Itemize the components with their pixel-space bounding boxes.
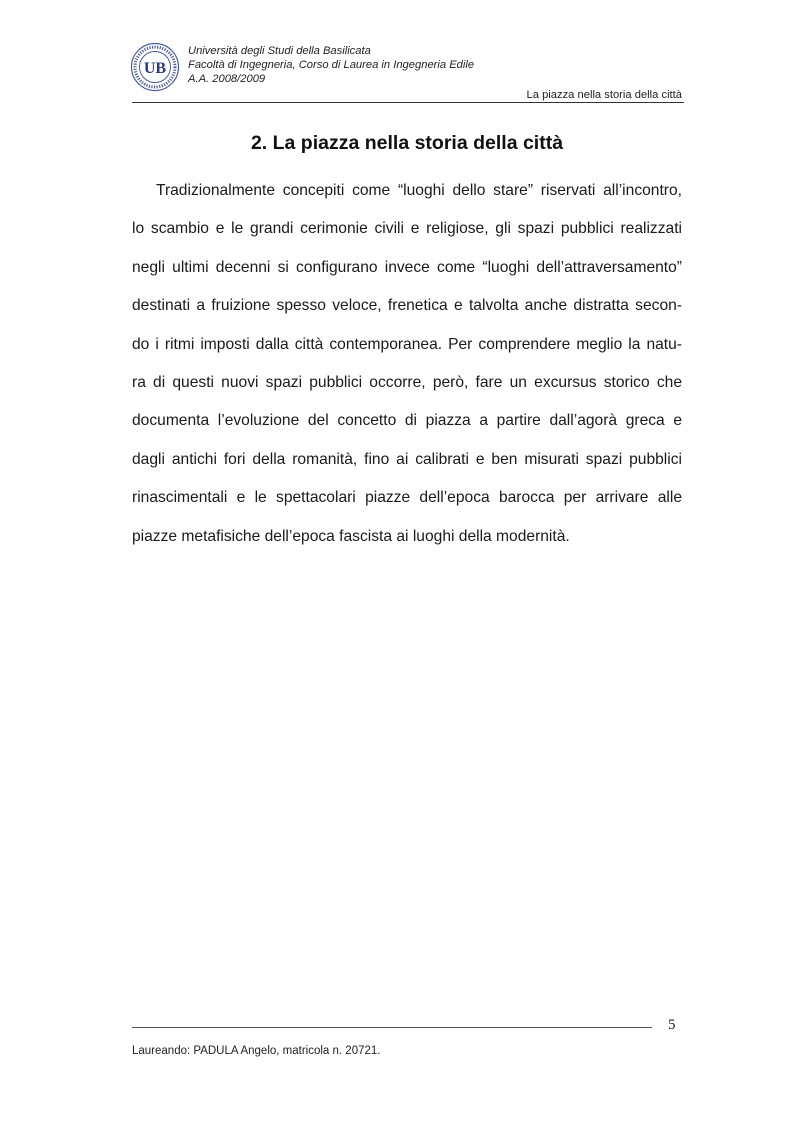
paragraph-line: piazze metafisiche dell’epoca fascista ai luoghi della modernità.	[132, 527, 570, 545]
paragraph-line: Tradizionalmente concepiti come “luoghi dello stare” riservati all’incontro,	[156, 182, 682, 199]
page-number: 5	[668, 1017, 676, 1033]
header-faculty: Facoltà di Ingegneria, Corso di Laurea in Ingegneria Edile	[188, 59, 475, 71]
paragraph-line: ra di questi nuovi spazi pubblici occorre, però, fare un excursus storico che	[132, 373, 682, 391]
paragraph-line: dagli antichi fori della romanità, fino ai calibrati e ben misurati spazi pubblici	[132, 450, 682, 468]
paragraph-line: do i ritmi imposti dalla città contemporanea. Per comprendere meglio la natu-	[132, 335, 682, 353]
paragraph-line: documenta l’evoluzione del concetto di piazza a partire dall’agorà greca e	[132, 412, 682, 430]
paragraph-line: negli ultimi decenni si configurano invece come “luoghi dell’attraversamento”	[132, 258, 682, 276]
paragraph-line: destinati a fruizione spesso veloce, frenetica e talvolta anche distratta secon-	[132, 297, 682, 315]
header-divider	[132, 102, 684, 103]
footer-author: Laureando: PADULA Angelo, matricola n. 20721.	[132, 1045, 381, 1057]
paragraph-line: rinascimentali e le spettacolari piazze dell’epoca barocca per arrivare alle	[132, 489, 682, 507]
footer-divider	[132, 1027, 652, 1028]
paragraph-line: lo scambio e le grandi cerimonie civili e religiose, gli spazi pubblici realizzati	[132, 220, 682, 238]
running-title: La piazza nella storia della città	[526, 89, 682, 101]
chapter-title: 2. La piazza nella storia della città	[250, 132, 564, 154]
university-logo	[130, 42, 180, 92]
header-academic-year: A.A. 2008/2009	[188, 73, 266, 85]
body-paragraph	[132, 172, 682, 556]
logo-initials: UB	[143, 60, 167, 77]
header-institution	[188, 44, 474, 86]
header-university: Università degli Studi della Basilicata	[188, 45, 371, 57]
